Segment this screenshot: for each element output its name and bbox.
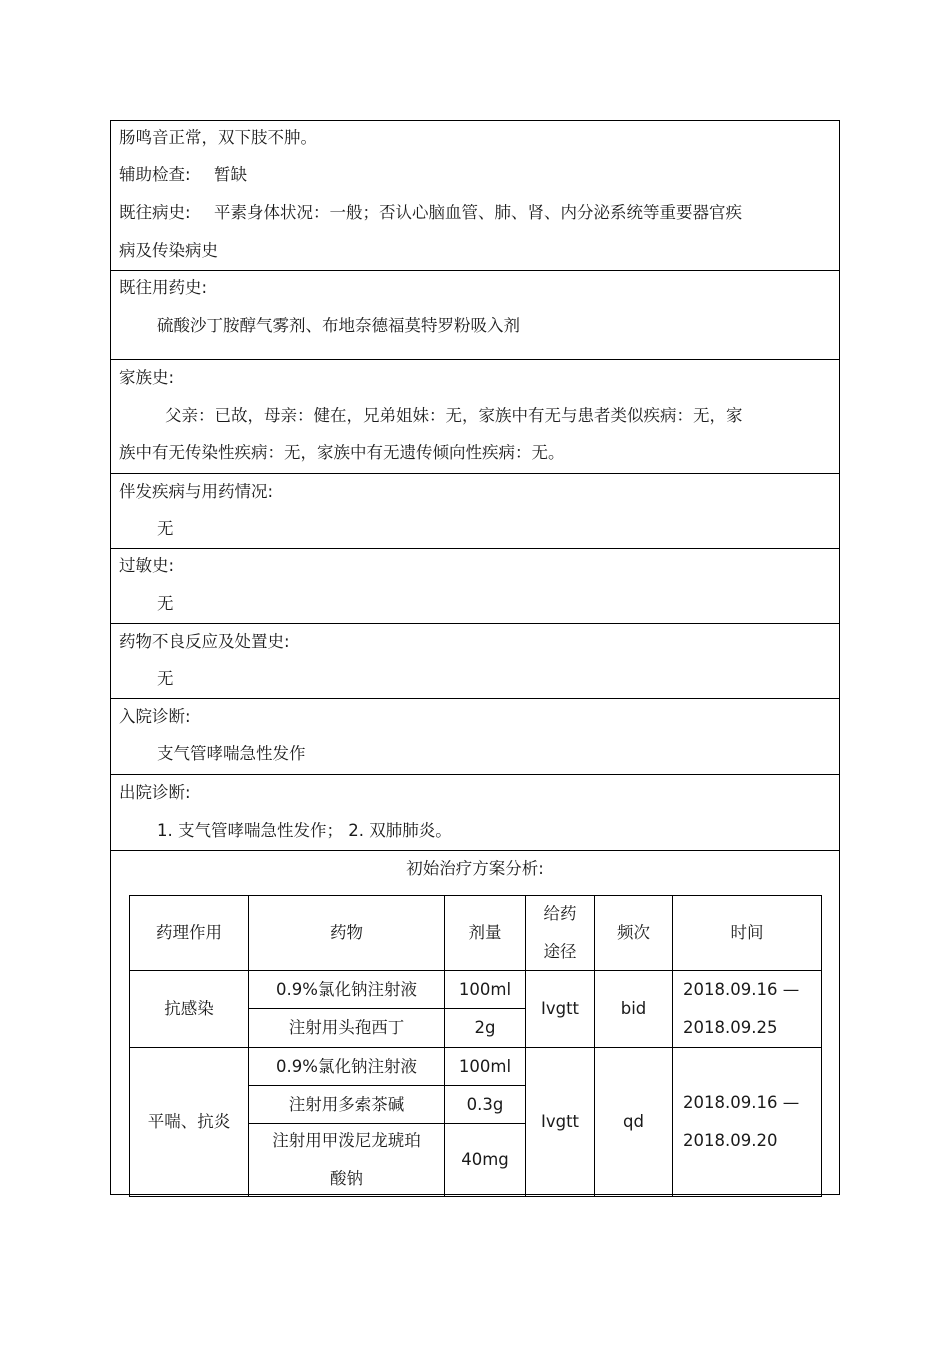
family-history-line-cont: 族中有无传染性疾病：无，家族中有无遗传倾向性疾病：无。 [119, 443, 565, 462]
past-history-label: 既往病史: [119, 203, 191, 222]
treatment-title: 初始治疗方案分析: [406, 859, 544, 878]
drug-name: 0.9%氯化钠注射液 [276, 1056, 417, 1076]
time-end: 2018.09.20 [683, 1131, 778, 1150]
drug-name [249, 1124, 444, 1196]
discharge-diagnosis-value: 1. 支气管哮喘急性发作； 2. 双肺肺炎。 [157, 821, 452, 840]
drug-dose: 100ml [458, 1056, 512, 1076]
group-time [683, 971, 821, 1047]
drug-name: 0.9%氯化钠注射液 [276, 979, 417, 999]
time-start: 2018.09.16 — [683, 980, 800, 999]
allergy-section [111, 549, 839, 624]
discharge-diagnosis-section [111, 775, 839, 851]
drug-dose: 100ml [458, 979, 512, 999]
group-effect: 平喘、抗炎 [147, 1112, 231, 1131]
medication-history-label: 既往用药史: [119, 278, 208, 297]
medication-history-section [111, 271, 839, 360]
adr-label: 药物不良反应及处置史: [119, 632, 290, 651]
allergy-label: 过敏史: [119, 556, 175, 575]
header-time: 时间 [730, 923, 764, 942]
exam-line: 肠鸣音正常，双下肢不肿。 [119, 128, 317, 147]
drug-name-line2: 酸钠 [330, 1169, 363, 1188]
header-route-line1: 给药 [543, 904, 577, 923]
group-frequency: qd [623, 1112, 644, 1131]
header-dose: 剂量 [468, 923, 502, 942]
group-time [683, 1048, 821, 1196]
group-route: Ivgtt [540, 1112, 580, 1131]
discharge-diagnosis-label: 出院诊断: [119, 783, 191, 802]
comorbidity-section [111, 474, 839, 549]
admission-diagnosis-value: 支气管哮喘急性发作 [157, 744, 306, 763]
drug-dose: 0.3g [466, 1094, 504, 1114]
drug-name-line1: 注射用甲泼尼龙琥珀 [272, 1131, 421, 1150]
past-history-value: 平素身体状况：一般；否认心脑血管、肺、肾、内分泌系统等重要器官疾 [214, 203, 742, 222]
admission-diagnosis-label: 入院诊断: [119, 707, 191, 726]
comorbidity-label: 伴发疾病与用药情况: [119, 482, 274, 501]
family-history-line: 父亲：已故，母亲：健在，兄弟姐妹：无，家族中有无与患者类似疾病：无，家 [165, 406, 743, 425]
drug-dose: 2g [474, 1018, 496, 1037]
header-route [526, 896, 594, 970]
family-history-section [111, 360, 839, 474]
drug-dose: 40mg [461, 1150, 509, 1169]
drug-name: 注射用头孢西丁 [288, 1018, 405, 1037]
header-effect: 药理作用 [156, 923, 222, 942]
family-history-label: 家族史: [119, 368, 175, 387]
medication-history-value: 硫酸沙丁胺醇气雾剂、布地奈德福莫特罗粉吸入剂 [157, 316, 520, 335]
time-end: 2018.09.25 [683, 1018, 778, 1037]
time-start: 2018.09.16 — [683, 1093, 800, 1112]
header-drug: 药物 [330, 923, 363, 942]
group-frequency: bid [620, 999, 647, 1018]
group-effect: 抗感染 [164, 999, 214, 1018]
comorbidity-value: 无 [157, 519, 174, 538]
adr-value: 无 [157, 669, 174, 688]
aux-exam-label: 辅助检查: [119, 165, 191, 184]
header-route-line2: 途径 [543, 942, 577, 961]
treatment-table [129, 895, 822, 1197]
drug-name: 注射用多索茶碱 [288, 1094, 405, 1114]
exam-section [111, 121, 839, 271]
group-route: Ivgtt [540, 999, 580, 1018]
medical-record-form [110, 120, 840, 1195]
treatment-section [111, 851, 839, 1196]
adr-section [111, 624, 839, 699]
allergy-value: 无 [157, 594, 174, 613]
admission-diagnosis-section [111, 699, 839, 775]
aux-exam-value: 暂缺 [214, 165, 247, 184]
header-frequency: 频次 [617, 923, 650, 942]
past-history-value-cont: 病及传染病史 [119, 241, 218, 260]
